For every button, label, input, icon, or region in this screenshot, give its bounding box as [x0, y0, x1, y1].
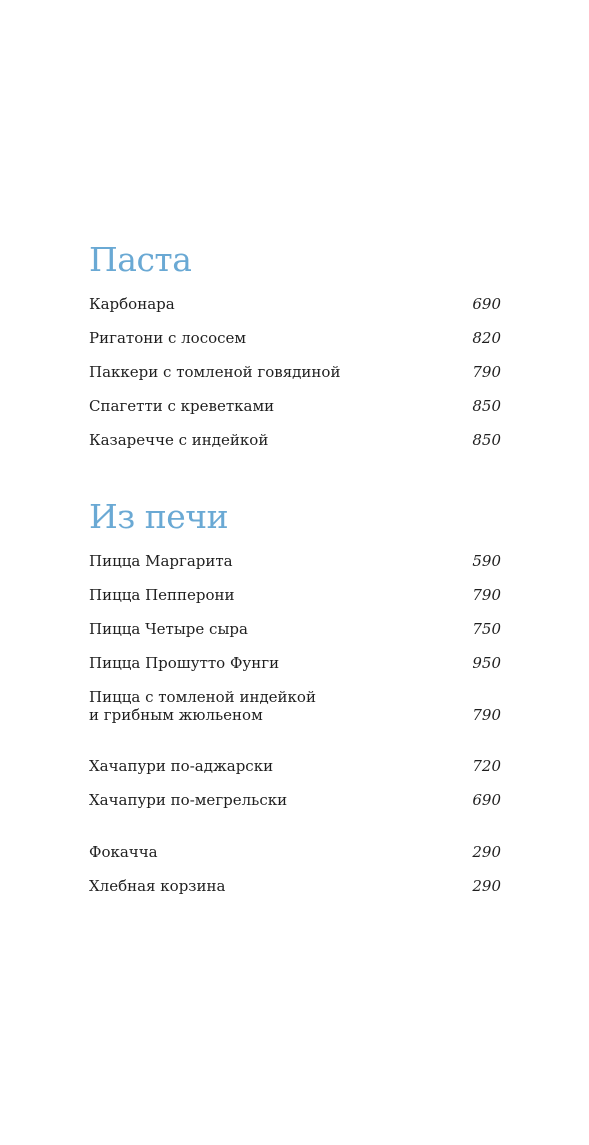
- item-price: 290: [472, 877, 501, 895]
- item-name: Хачапури по-мегрельски: [89, 791, 288, 809]
- menu-item: [89, 791, 501, 809]
- menu-item: [89, 552, 501, 570]
- menu-item: [89, 843, 501, 861]
- item-name: Ригатони с лососем: [89, 329, 247, 347]
- item-price: 850: [472, 431, 501, 449]
- item-price: 850: [472, 397, 501, 415]
- item-price: 820: [472, 329, 501, 347]
- item-price: 590: [472, 552, 501, 570]
- item-price: 750: [472, 620, 501, 638]
- section-oven: [89, 497, 501, 907]
- item-price: 720: [472, 757, 501, 775]
- item-price: 690: [472, 791, 501, 809]
- item-name: Хачапури по-аджарски: [89, 757, 274, 775]
- menu-item: [89, 329, 501, 347]
- item-name: Казаречче с индейкой: [89, 431, 269, 449]
- menu-item: [89, 363, 501, 381]
- section-pasta: [89, 240, 501, 460]
- menu-item: [89, 397, 501, 415]
- menu-item: [89, 654, 501, 672]
- item-price: 790: [472, 586, 501, 604]
- section-title: Паста: [89, 240, 192, 279]
- menu-item: [89, 688, 501, 724]
- item-name: Пицца Прошутто Фунги: [89, 654, 280, 672]
- item-price: 790: [472, 363, 501, 381]
- item-price: 290: [472, 843, 501, 861]
- item-name: Карбонара: [89, 295, 175, 313]
- item-name: Хлебная корзина: [89, 877, 226, 895]
- item-name: Пицца Маргарита: [89, 552, 233, 570]
- item-price: 690: [472, 295, 501, 313]
- item-price: 790: [472, 706, 501, 724]
- item-name: Пицца Четыре сыра: [89, 620, 248, 638]
- item-name: Фокачча: [89, 843, 158, 861]
- item-name: Пицца с томленой индейкой и грибным жюльеном: [89, 688, 316, 724]
- item-name: Пицца Пепперони: [89, 586, 235, 604]
- item-price: 950: [472, 654, 501, 672]
- section-title: Из печи: [89, 497, 229, 536]
- menu-item: [89, 757, 501, 775]
- menu-item: [89, 620, 501, 638]
- menu-item: [89, 431, 501, 449]
- menu-item: [89, 877, 501, 895]
- item-name: Паккери с томленой говядиной: [89, 363, 341, 381]
- menu-item: [89, 586, 501, 604]
- menu-item: [89, 295, 501, 313]
- item-name: Спагетти с креветками: [89, 397, 275, 415]
